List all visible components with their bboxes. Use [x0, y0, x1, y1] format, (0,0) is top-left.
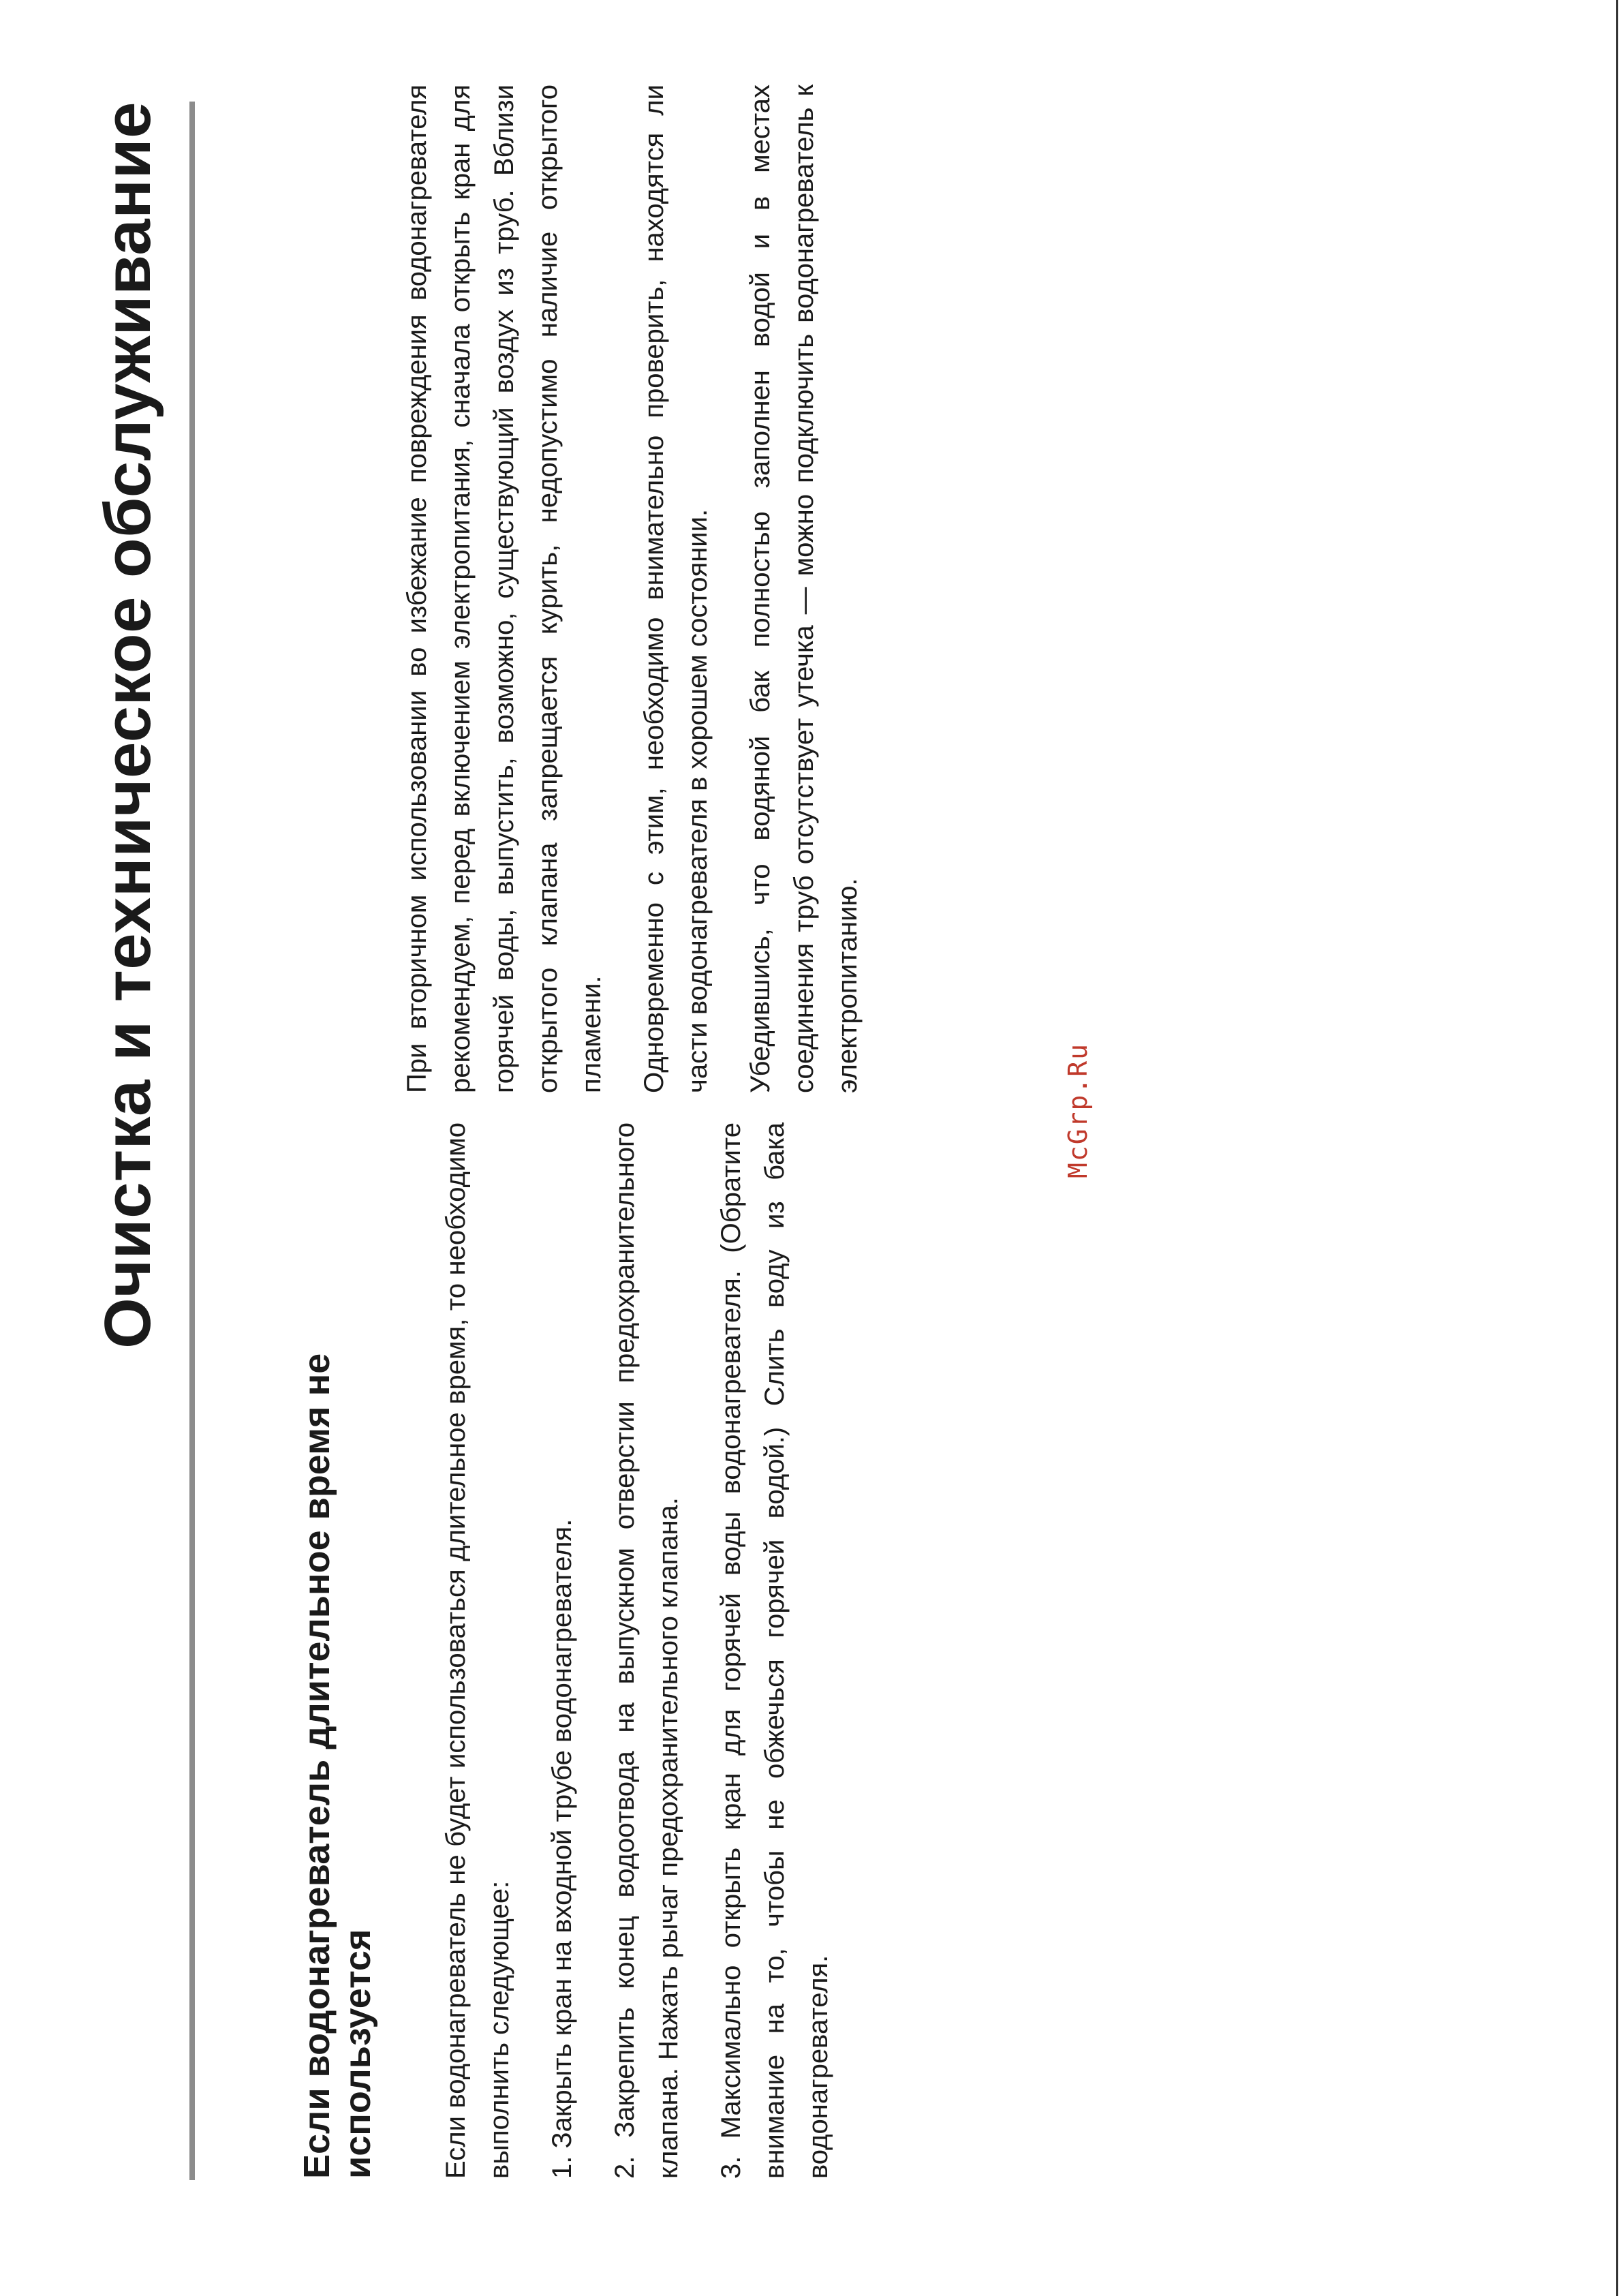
section-heading: Если водонагреватель длительное время не используется: [296, 1353, 378, 2179]
footer-rule: [1616, 0, 1618, 2296]
step-2: 2. Закрепить конец водоотвода на выпускном отверстии предохранительного клапана. Нажать рычаг предохранительного клапана.: [610, 1122, 683, 2179]
title-divider: [189, 102, 195, 2180]
inspection-paragraph: Одновременно с этим, необходимо внимательно проверить, находятся ли части водонагревателя в хорошем состоянии.: [639, 85, 713, 1093]
reuse-paragraph: При вторичном использовании во избежание повреждения водонагревателя рекомендуем, перед включением электропитания, сначала открыть кран для горячей воды, выпустить, возможно, существующий воздух из труб. Вблизи открытого клапана запрещается курить, недопустимо наличие открытого пламени.: [402, 85, 606, 1093]
power-on-paragraph: Убедившись, что водяной бак полностью заполнен водой и в местах соединения труб отсутствует утечка — можно подключить водонагреватель к электропитанию.: [745, 85, 863, 1093]
intro-paragraph: Если водонагреватель не будет использоваться длительное время, то необходимо выполнить следующее:: [441, 1122, 514, 2179]
step-1: 1. Закрыть кран на входной трубе водонагревателя.: [547, 1518, 577, 2179]
page-title: Очистка и техническое обслуживание: [91, 102, 164, 1349]
right-column: [395, 85, 888, 1093]
step-3: 3. Максимально открыть кран для горячей воды водонагревателя. (Обратите внимание на то, чтобы не обжечься горячей водой.) Слить воду из бака водонагревателя.: [716, 1122, 833, 2179]
watermark-link[interactable]: McGrp.Ru: [1063, 1042, 1093, 1178]
left-column: [296, 1122, 859, 2179]
